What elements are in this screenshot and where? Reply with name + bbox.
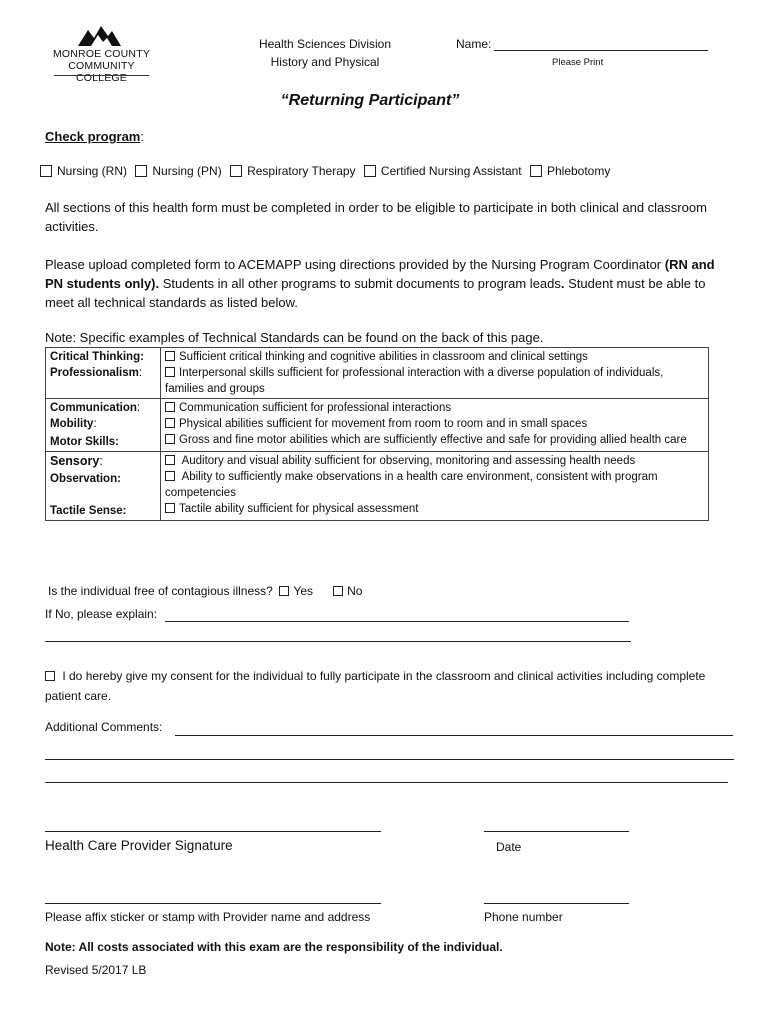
check-program-label: Check program: (45, 129, 144, 144)
instructions-paragraph-1: All sections of this health form must be completed in order to be eligible to participate in both clinical and classroom activities. (45, 200, 707, 234)
contagious-no-option[interactable]: No (333, 584, 362, 598)
phone-label: Phone number (484, 910, 563, 924)
checkbox-icon[interactable] (165, 351, 175, 361)
checkbox-icon[interactable] (165, 402, 175, 412)
name-label: Name: (456, 37, 492, 51)
program-option-rn[interactable]: Nursing (RN) (40, 164, 127, 178)
table-row (46, 348, 709, 399)
program-options (40, 164, 615, 178)
checkbox-icon[interactable] (364, 165, 376, 177)
logo-line-1: MONROE COUNTY (52, 48, 151, 60)
checkbox-icon[interactable] (333, 586, 343, 596)
logo-line-2: COMMUNITY COLLEGE (68, 60, 135, 84)
explain-label: If No, please explain: (45, 607, 158, 621)
consent-statement: I do hereby give my consent for the individual to fully participate in the classroom and clinical activities including complete patient care. (45, 669, 706, 703)
checkbox-icon[interactable] (230, 165, 242, 177)
checkbox-icon[interactable] (530, 165, 542, 177)
contagious-yes-option[interactable]: Yes (279, 584, 313, 598)
checkbox-icon[interactable] (165, 471, 175, 481)
program-option-pn[interactable]: Nursing (PN) (135, 164, 221, 178)
standard-category: Sensory: Observation: Tactile Sense: (46, 452, 161, 521)
checkbox-icon[interactable] (165, 367, 175, 377)
standard-description: Communication sufficient for professional interactions Physical abilities sufficient for movement from room to room and in small spaces Gross and fine motor abilities which are sufficiently effective and safe for providing allied health care (161, 399, 709, 452)
signature-label: Health Care Provider Signature (45, 838, 233, 853)
checkbox-icon[interactable] (279, 586, 289, 596)
cost-note: Note: All costs associated with this exam are the responsibility of the individual. (45, 940, 503, 954)
comments-label: Additional Comments: (45, 720, 163, 734)
provider-stamp-field[interactable] (45, 903, 381, 904)
checkbox-icon[interactable] (165, 455, 175, 465)
division-title: Health Sciences Division (258, 37, 392, 51)
program-option-phlebotomy[interactable]: Phlebotomy (530, 164, 610, 178)
instructions-paragraph-2: Please upload completed form to ACEMAPP using directions provided by the Nursing Program Coordinator (RN and PN students only). Students in all other programs to submit documents to program leads. Student must be able to meet all technical standards as listed below. (45, 257, 715, 310)
name-field[interactable] (494, 50, 708, 51)
technical-standards-note: Note: Specific examples of Technical Standards can be found on the back of this page. (45, 330, 544, 345)
standard-description: Sufficient critical thinking and cognitive abilities in classroom and clinical settings Interpersonal skills sufficient for professional interaction with a diverse population of individuals, families and groups (161, 348, 709, 399)
standard-category: Critical Thinking: Professionalism: (46, 348, 161, 399)
program-option-respiratory[interactable]: Respiratory Therapy (230, 164, 356, 178)
college-logo (44, 22, 159, 82)
signature-field[interactable] (45, 831, 381, 832)
checkbox-icon[interactable] (165, 503, 175, 513)
technical-standards-table (45, 347, 709, 521)
checkbox-icon[interactable] (45, 671, 55, 681)
comments-field-line-3[interactable] (45, 782, 728, 783)
comments-field-line-2[interactable] (45, 759, 734, 760)
date-field[interactable] (484, 831, 629, 832)
form-subtitle: History and Physical (270, 55, 380, 69)
mountain-logo-icon (74, 22, 124, 46)
revision-label: Revised 5/2017 LB (45, 963, 147, 977)
program-option-cna[interactable]: Certified Nursing Assistant (364, 164, 522, 178)
checkbox-icon[interactable] (165, 434, 175, 444)
table-row (46, 452, 709, 521)
standard-description: Auditory and visual ability sufficient for observing, monitoring and assessing health needs Ability to sufficiently make observations in a health care environment, consistent with program competencies Tactile ability sufficient for physical assessment (161, 452, 709, 521)
explain-field-continued[interactable] (45, 641, 631, 642)
table-row (46, 399, 709, 452)
date-label: Date (496, 840, 522, 854)
checkbox-icon[interactable] (165, 418, 175, 428)
logo-underline (54, 75, 149, 76)
contagious-question: Is the individual free of contagious illness? Yes No (48, 584, 363, 598)
form-title: “Returning Participant” (280, 92, 460, 109)
phone-field[interactable] (484, 903, 629, 904)
explain-field[interactable] (165, 621, 629, 622)
checkbox-icon[interactable] (40, 165, 52, 177)
standard-category: Communication: Mobility: Motor Skills: (46, 399, 161, 452)
comments-field[interactable] (175, 735, 733, 736)
stamp-label: Please affix sticker or stamp with Provider name and address (45, 910, 371, 924)
checkbox-icon[interactable] (135, 165, 147, 177)
please-print-label: Please Print (552, 57, 604, 68)
